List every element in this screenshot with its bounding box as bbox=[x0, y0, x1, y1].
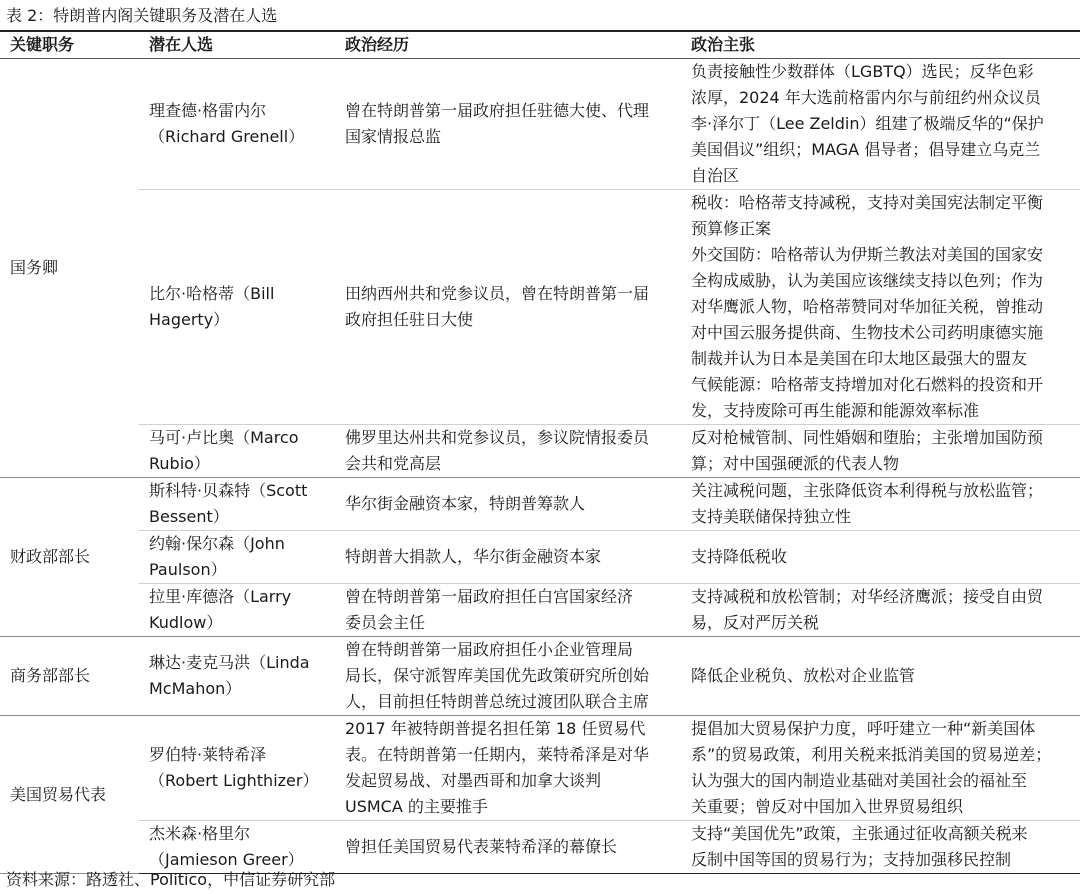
positions-cell bbox=[681, 821, 1080, 874]
office-label: 美国贸易代表 bbox=[10, 784, 107, 804]
experience-text: 田纳西州共和党参议员，曾在特朗普第一届 政府担任驻日大使 bbox=[345, 284, 650, 329]
positions-text: 提倡加大贸易保护力度，呼吁建立一种“新美国体 系”的贸易政策，利用关税来抵消美国的贸易逆差； 认为强大的国内制造业基础对美国社会的福祉至 关重要；曾反对中国加入世界贸易组织 bbox=[691, 719, 1052, 816]
candidate-cell bbox=[139, 531, 335, 584]
positions-cell bbox=[681, 716, 1080, 821]
positions-text: 支持减税和放松管制；对华经济鹰派；接受自由贸 易，反对严厉关税 bbox=[691, 587, 1044, 632]
positions-cell bbox=[681, 425, 1080, 478]
experience-text: 2017 年被特朗普提名担任第 18 任贸易代 表。在特朗普第一任期内，莱特希泽是对华 发起贸易战、对墨西哥和加拿大谈判 USMCA 的主要推手 bbox=[345, 719, 650, 816]
table-row bbox=[0, 478, 1080, 531]
experience-text: 曾在特朗普第一届政府担任驻德大使、代理 国家情报总监 bbox=[345, 101, 650, 146]
experience-text: 曾在特朗普第一届政府担任白宫国家经济 委员会主任 bbox=[345, 587, 634, 632]
candidate-cell bbox=[139, 190, 335, 425]
candidate-name: 约翰·保尔森（John Paulson） bbox=[149, 534, 285, 579]
experience-cell bbox=[335, 637, 681, 716]
candidate-cell bbox=[139, 716, 335, 821]
table-row bbox=[0, 584, 1080, 637]
positions-text: 负责接触性少数群体（LGBTQ）选民；反华色彩 浓厚，2024 年大选前格雷内尔与前纽约州众议员 李·泽尔丁（Lee Zeldin）组建了极端反华的“保护 美国倡议”组织；MAGA 倡导者；倡导建立乌克兰 自治区 bbox=[691, 62, 1044, 185]
positions-cell bbox=[681, 531, 1080, 584]
office-label: 财政部部长 bbox=[10, 547, 91, 566]
positions-cell bbox=[681, 637, 1080, 716]
candidate-name: 理查德·格雷内尔 （Richard Grenell） bbox=[149, 101, 305, 146]
header-candidate: 潜在人选 bbox=[139, 31, 335, 59]
candidate-name: 马可·卢比奥（Marco Rubio） bbox=[149, 428, 299, 473]
candidate-name: 拉里·库德洛（Larry Kudlow） bbox=[149, 587, 292, 632]
candidate-cell bbox=[139, 478, 335, 531]
positions-text: 降低企业税负、放松对企业监管 bbox=[691, 666, 916, 685]
header-office: 关键职务 bbox=[0, 31, 139, 59]
table-row bbox=[0, 425, 1080, 478]
office-cell bbox=[0, 478, 139, 637]
candidate-cell bbox=[139, 637, 335, 716]
table-caption: 表 2：特朗普内阁关键职务及潜在人选 bbox=[6, 6, 278, 25]
experience-text: 特朗普大捐款人，华尔街金融资本家 bbox=[345, 547, 602, 566]
office-cell bbox=[0, 637, 139, 716]
table-row bbox=[0, 716, 1080, 821]
positions-text: 关注减税问题，主张降低资本利得税与放松监管； 支持美联储保持独立性 bbox=[691, 481, 1044, 526]
experience-cell bbox=[335, 425, 681, 478]
candidate-cell bbox=[139, 821, 335, 874]
experience-cell bbox=[335, 59, 681, 190]
candidate-cell bbox=[139, 584, 335, 637]
header-experience: 政治经历 bbox=[335, 31, 681, 59]
experience-text: 曾担任美国贸易代表莱特希泽的幕僚长 bbox=[345, 837, 618, 856]
experience-cell bbox=[335, 531, 681, 584]
experience-text: 佛罗里达州共和党参议员，参议院情报委员 会共和党高层 bbox=[345, 428, 650, 473]
positions-cell bbox=[681, 190, 1080, 425]
experience-cell bbox=[335, 190, 681, 425]
experience-text: 华尔街金融资本家，特朗普筹款人 bbox=[345, 494, 586, 513]
candidate-cell bbox=[139, 59, 335, 190]
positions-cell bbox=[681, 584, 1080, 637]
experience-cell bbox=[335, 584, 681, 637]
office-cell bbox=[0, 59, 139, 478]
candidate-name: 杰米森·格里尔 （Jamieson Greer） bbox=[149, 824, 304, 869]
office-cell bbox=[0, 716, 139, 874]
header-row bbox=[0, 31, 1080, 59]
experience-text: 曾在特朗普第一届政府担任小企业管理局 局长，保守派智库美国优先政策研究所创始 人，目前担任特朗普总统过渡团队联合主席 bbox=[345, 640, 650, 711]
experience-cell bbox=[335, 821, 681, 874]
positions-text: 反对枪械管制、同性婚姻和堕胎；主张增加国防预 算；对中国强硬派的代表人物 bbox=[691, 428, 1044, 473]
source-note: 资料来源：路透社、Politico，中信证券研究部 bbox=[6, 870, 336, 889]
positions-cell bbox=[681, 59, 1080, 190]
candidate-name: 斯科特·贝森特（Scott Bessent） bbox=[149, 481, 308, 526]
candidate-name: 比尔·哈格蒂（Bill Hagerty） bbox=[149, 284, 275, 329]
table-row bbox=[0, 531, 1080, 584]
header-positions: 政治主张 bbox=[681, 31, 1080, 59]
office-label: 商务部部长 bbox=[10, 666, 91, 685]
table-row bbox=[0, 637, 1080, 716]
cabinet-table bbox=[0, 30, 1080, 874]
positions-text: 支持“美国优先”政策，主张通过征收高额关税来 反制中国等国的贸易行为；支持加强移民控制 bbox=[691, 824, 1028, 869]
table-row bbox=[0, 59, 1080, 190]
candidate-name: 琳达·麦克马洪（Linda McMahon） bbox=[149, 653, 310, 698]
table-row bbox=[0, 821, 1080, 874]
table-row bbox=[0, 190, 1080, 425]
office-label: 国务卿 bbox=[10, 258, 59, 277]
positions-text: 税收：哈格蒂支持减税，支持对美国宪法制定平衡 预算修正案 外交国防：哈格蒂认为伊斯兰教法对美国的国家安 全构成威胁，认为美国应该继续支持以色列；作为 对华鹰派人物，哈格蒂赞同对华加征关税，曾推动 对中国云服务提供商、生物技术公司药明康德实施 制裁并认为日本是美国在印太地区最强大的盟友 气候能源：哈格蒂支持增加对化石燃料的投资和开 发，支持废除可再生能源和能源效率标准 bbox=[691, 193, 1044, 420]
experience-cell bbox=[335, 478, 681, 531]
candidate-cell bbox=[139, 425, 335, 478]
experience-cell bbox=[335, 716, 681, 821]
candidate-name: 罗伯特·莱特希泽 （Robert Lighthizer） bbox=[149, 745, 319, 790]
positions-cell bbox=[681, 478, 1080, 531]
positions-text: 支持降低税收 bbox=[691, 547, 788, 566]
